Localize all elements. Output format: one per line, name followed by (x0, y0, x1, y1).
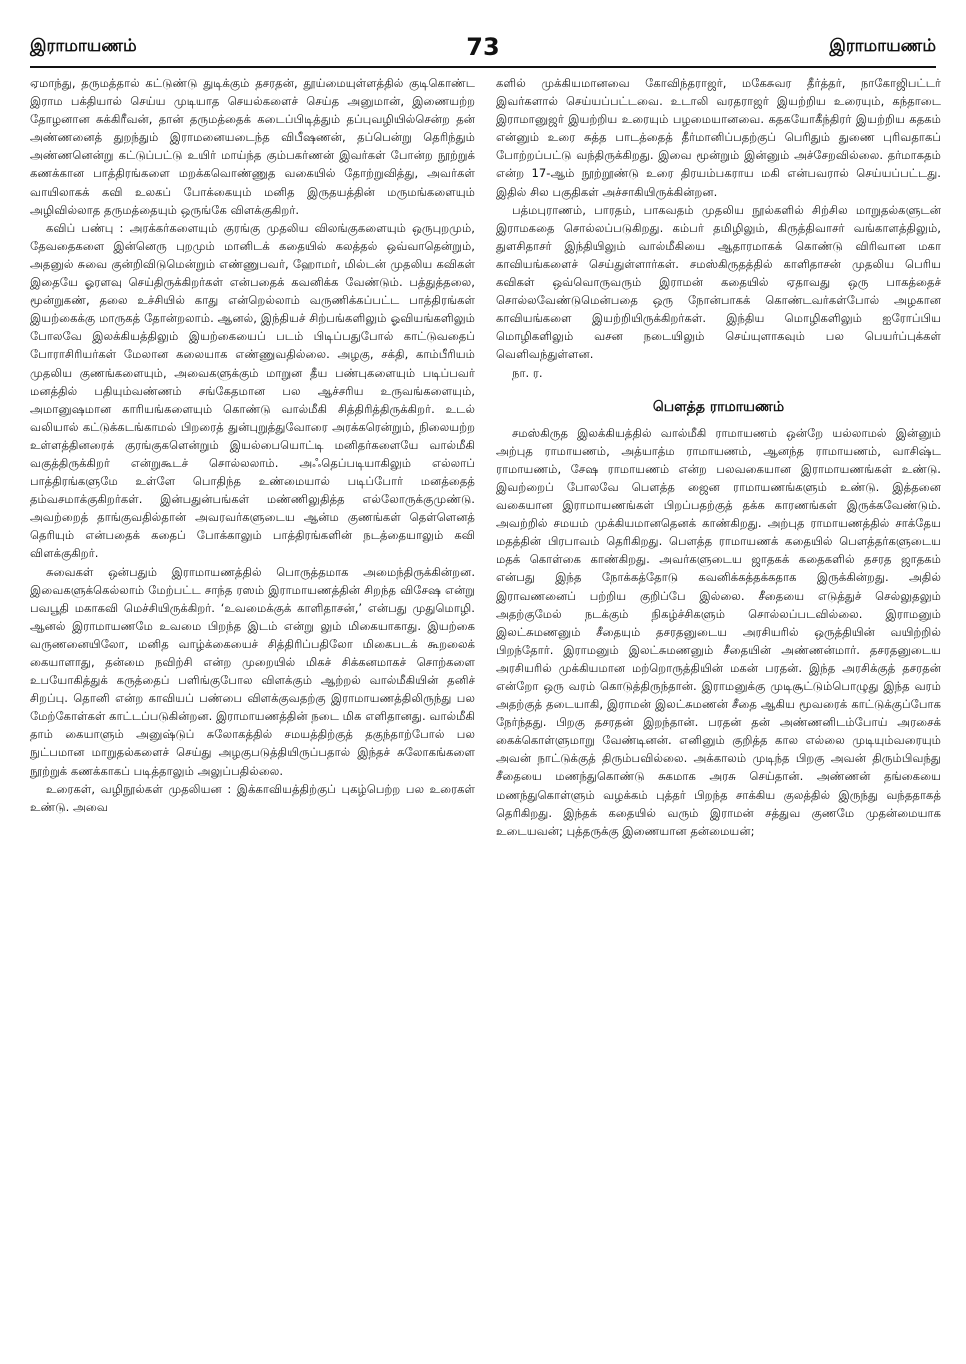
section-title: பௌத்த ராமாயணம் (652, 398, 785, 415)
header-rule (30, 66, 936, 68)
author-signature: நா. ர. (512, 365, 543, 380)
paragraph-commentaries-start: உரைகள், வழிநூல்கள் முதலியன : இக்காவியத்திற்குப் புகழ்பெற்ற பல உரைகள் உண்டு. அவை (30, 781, 475, 814)
page-number: 73 (466, 33, 500, 61)
paragraph-buddhist-ramayana: சமஸ்கிருத இலக்கியத்தில் வால்மீகி ராமாயணம் ஒன்றே யல்லாமல் இன்னும் அற்புத ராமாயணம், அத்யாத்ம ராமாயணம், ஆனந்த ராமாயணம், வாசிஷ்ட ராமாயணம், சேஷ ராமாயணம் என்ற பலவகையான இராமாயணங்கள் உண்டு. இவற்றைப் போலவே பௌத்த ஜைன ராமாயணங்களும் உண்டு. இத்தனை வகையான இராமாயணங்கள் பிறப்பதற்குத் தக்க காரணங்கள் இருக்கவேண்டும். அவற்றில் சமயம் முக்கியமானதெனக் காண்கிறது. அற்புத ராமாயணத்தில் சாக்தேய மதத்தின் பிரபாவம் தெரிகிறது. பௌத்த ராமாயணக் கதையில் பௌத்தர்களுடைய மதக் கொள்கை காண்கிறது. அவர்களுடைய ஜாதகக் கதைகளில் தசரத ஜாதகம் என்பது இந்த நோக்கத்தோடு கவனிக்கத்தக்கதாக இருக்கின்றது. அதில் இராவணனைப் பற்றிய குறிப்பே இல்லை. சீதையை எடுத்துச் செல்லுதலும் அதற்குமேல் நடக்கும் நிகழ்ச்சிகளும் சொல்லப்படவில்லை. இராமனும் இலட்சுமணனும் சீதையும் தசரதனுடைய அரசியரில் ஒருத்தியின் வயிற்றில் பிறந்தோர். இராமனும் இலட்சுமணனும் சீதையின் அண்ணன்மார். தசரதனுடைய அரசியரில் முக்கியமான மற்றொருத்தியின் மகன் பரதன். இந்த அரசிக்குத் தசரதன் என்றோ ஒரு வரம் கொடுத்திருந்தான். இராமனுக்கு முடிசூட்டும்பொழுது இந்த வரம் அதற்குத் தடையாகி, இராமன் இலட்சுமணன் சீதை ஆகிய மூவரைக் காட்டுக்குப்போக நேர்ந்தது. பிறகு தசரதன் இறந்தான். பரதன் தன் அண்ணனிடம்போய் அரசைக் கைக்கொள்ளுமாறு வேண்டினன். எனினும் குறித்த கால எல்லை முடியும்வரையும் அவன் நாட்டுக்குத் திரும்பவில்லை. அக்காலம் முடிந்த பிறகு அவன் திரும்பிவந்து சீதையை மணந்துகொண்டு சுகமாக அரசு செய்தான். அண்ணன் தங்கையை மணந்துகொள்ளும் வழக்கம் புத்தர் பிறந்த சாக்கிய குலத்தில் இருந்து வந்ததாகத் தெரிகிறது. இந்தக் கதையில் வரும் இராமன் சத்துவ குணமே முதன்மையாக உடையவன்; புத்தருக்கு இணையான தன்மையன்; (496, 425, 941, 838)
left-column (30, 74, 475, 1354)
paragraph-characters: ஏமாந்து, தருமத்தால் கட்டுண்டு துடிக்கும் தசரதன், தூய்மையுள்ளத்தில் குடிகொண்ட இராம பக்தியால் செய்ய முடியாத செயல்களைச் செய்த அனுமான், இணையற்ற தோழனான சுக்கிரீவன், தான் தருமத்தைக் கடைப்பிடித்தும் தப்புவழியில்சென்ற தன் அண்ணனைத் துறந்தும் இராமனையடைந்த விபீஷணன், தப்பென்று தெரிந்தும் அண்ணனென்று கட்டுப்பட்டு உயிர் மாய்ந்த கும்பகர்ணன் இவர்கள் போன்ற நூற்றுக் கணக்கான பாத்திரங்களை மறக்கவொண்ணுத வகையில் தோற்றுவித்து, அவர்கள் வாயிலாகக் கவி உலகப் போக்கையும் மனித இருதயத்தின் மருமங்களையும் அழிவில்லாத தருமத்தையும் ஒருங்கே விளக்குகிறர். (30, 76, 475, 217)
page-header (30, 30, 936, 64)
paragraph-derived-works: பத்மபுராணம், பாரதம், பாகவதம் முதலிய நூல்களில் சிற்சில மாறுதல்களுடன் இராமகதை சொல்லப்படுகிறது. கம்பர் தமிழிலும், கிருத்திவாசர் வங்காளத்திலும், துளசிதாசர் இந்தியிலும் வால்மீகியை ஆதாரமாகக் கொண்டு விரிவான மகா காவியங்களைச் செய்துள்ளார்கள். சமஸ்கிருதத்தில் காளிதாசன் முதலிய பெரிய கவிகள் ஒவ்வொருவரும் இராமன் கதையில் ஏதாவது ஒரு பாகத்தைச் சொல்லவேண்டுமென்பதை ஒரு நோன்பாகக் கொண்டவர்கள்போல் அழகான காவியங்களை இயற்றியிருக்கிறர்கள். இந்திய மொழிகளிலும் ஐரோப்பிய மொழிகளிலும் வசன நடையிலும் செய்யுளாகவும் பல பெயர்ப்புக்கள் வெளிவந்துள்ளன. (496, 202, 941, 362)
paragraph-commentaries-cont: களில் முக்கியமானவை கோவிந்தராஜர், மகேசுவர தீர்த்தர், நாகோஜிபட்டர் இவர்களால் செய்யப்பட்டவை. உடாலி வரதராஜர் இயற்றிய உரையும், கந்தாடை இராமானுஜர் இயற்றிய உரையும் பழமையானவை. கதகயோகீந்திரர் இயற்றிய கதகம் என்னும் உரை சுத்த பாடத்தைத் தீர்மானிப்பதற்குப் பெரிதும் துணை புரிவதாகப் போற்றப்பட்டு வந்திருக்கிறது. இவை மூன்றும் இன்னும் அச்சேறவில்லை. தர்மாகதம் என்ற 17-ஆம் நூற்றூண்டு உரை திரயம்பகராய மகி என்பவரால் செய்யப்பட்டது. இதில் சில பகுதிகள் அச்சாகியிருக்கின்றன. (496, 76, 941, 199)
paragraph-rasas: சுவைகள் ஒன்பதும் இராமாயணத்தில் பொருத்தமாக அமைந்திருக்கின்றன. இவைகளுக்கெல்லாம் மேற்பட்ட சாந்த ரஸம் இராமாயணத்தின் சிறந்த விசேஷ என்று பவபூதி மகாகவி மெச்சியிருக்கிறர். ‘உவமைக்குக் காளிதாசன்,’ என்பது முதுமொழி. ஆனல் இராமாயணமே உவமை பிறந்த இடம் என்று லும் மிகையாகாது. இயற்கை வருணனையிலோ, மனித வாழ்க்கையைச் சித்திரிப்பதிலோ மிகைபடக் கூறலைக் கையாளாது, தன்மை நவிற்சி என்ற முறையில் மிகச் சிக்கனமாகச் சொற்களை உபயோகித்துக் கருத்தைப் பளிங்குபோல விளக்கும் ஆற்றல் வால்மீகியின் தனிச் சிறப்பு. தொனி என்ற காவியப் பண்பை விளக்குவதற்கு இராமாயணத்திலிருந்து பல மேற்கோள்கள் காட்டப்படுகின்றன. இராமாயணத்தின் நடை மிக எளிதானது. வால்மீகி தாம் கையாளும் அனுஷ்டுப் சுலோகத்தில் சமயத்திற்குத் தகுந்தாற்போல் பல நுட்பமான மாறுதல்களைச் செய்து அழகுபடுத்தியிருப்பதால் இந்தச் சுலோகங்களை நூற்றுக் கணக்காகப் படித்தாலும் அலுப்பதில்லை. (30, 564, 475, 778)
running-title-left: இராமாயணம் (30, 36, 137, 56)
running-title-right: இராமாயணம் (829, 36, 936, 56)
paragraph-poetic-quality: கவிப் பண்பு : அரக்கர்களையும் குரங்கு முதலிய விலங்குகளையும் ஒருபுறமும், தேவதைகளை இன்னெரு புறமும் மானிடக் கதையில் கலத்தல் ஒவ்வாதென்றும், அதனுல் சுவை குன்றிவிடுமென்றும் எண்ணுபவர், ஹோமர், மில்டன் முதலிய கவிகள் இதையே ஓரளவு செய்திருக்கிறர்கள் என்பதைக் கவனிக்க வேண்டும். பத்துத்தலை, மூன்றுகண், தலை உச்சியில் காது என்றெல்லாம் வருணிக்கப்பட்ட பாத்திரங்கள் இயற்கைக்கு மாருகத் தோன்றலாம். ஆனல், இந்தியச் சிற்பங்களிலும் ஓவியங்களிலும் போலவே இலக்கியத்திலும் இயற்கையைப் படம் பிடிப்பதுபோல் காட்டுவதைப் போராசிரியர்கள் மேலான கலையாக எண்ணுவதில்லை. அழகு, சக்தி, காம்பீரியம் முதலிய குணங்களையும், அவைகளுக்கும் மாறுன தீய பண்புகளையும் படிப்பவர் மனத்தில் பதியும்வண்ணம் சங்கேதமான பல ஆச்சரிய உருவங்களையும், அமானுஷமான காரியங்களையும் கொண்டு வால்மீகி சித்திரித்திருக்கிறர். உடல் வலியால் கட்டுக்கடங்காமல் பிறரைத் துன்புறுத்துவோரை அரக்கரென்றும், நிலையற்ற உள்ளத்தினரைக் குரங்குகளென்றும் இயல்பையொட்டி மனிதர்களையே வால்மீகி வகுத்திருக்கிறர் என்றுகூடச் சொல்லலாம். அஃதெப்படியாகிலும் எல்லாப் பாத்திரங்களுமே உள்ளே பொதிந்த உண்மையால் படிப்போர் மனத்தைத் தம்வசமாக்குகிறர்கள். இன்பதுன்பங்கள் மண்ணிலுதித்த எல்லோருக்குமுண்டு. அவற்றைத் தாங்குவதில்தான் அவரவர்களுடைய ஆன்ம குணங்கள் தெள்ளெனத் தெரியும் என்பதைக் கதைப் போக்காலும் பாத்திரங்களின் நடத்தையாலும் கவி விளக்குகிறர். (30, 220, 475, 561)
right-column (496, 74, 941, 1354)
